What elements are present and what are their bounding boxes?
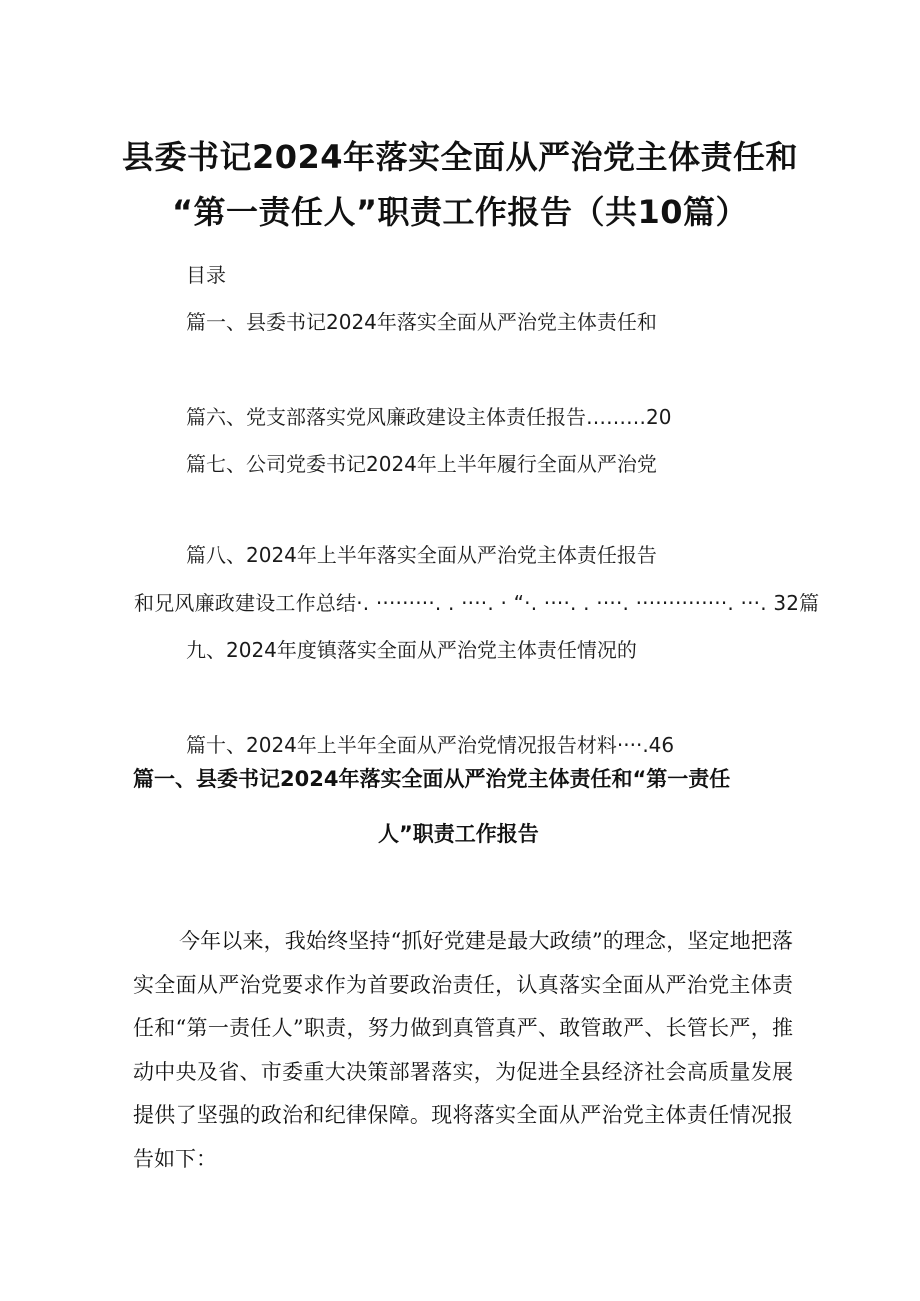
section-title-line-2: 人”职责工作报告 <box>378 822 539 846</box>
section-title-line-1: 篇一、县委书记2024年落实全面从严治党主体责任和“第一责任 <box>133 767 731 791</box>
document-title-line-2: “第一责任人”职责工作报告（共10篇） <box>171 193 749 231</box>
toc-heading: 目录 <box>186 263 226 287</box>
toc-item: 九、2024年度镇落实全面从严治党主体责任情况的 <box>186 638 637 662</box>
toc-item: 篇十、2024年上半年全面从严治党情况报告材料····.46 <box>186 733 675 757</box>
toc-item: 篇七、公司党委书记2024年上半年履行全面从严治党 <box>186 452 657 476</box>
toc-item: 篇六、党支部落实党风廉政建设主体责任报告………20 <box>186 405 672 429</box>
toc-item: 和兄风廉政建设工作总结·. ·········. . ····. · “·. ····. . ····. ··············. ···. 32篇 <box>134 591 820 615</box>
body-paragraph: 今年以来，我始终坚持“抓好党建是最大政绩”的理念，坚定地把落实全面从严治党要求作为首要政治责任，认真落实全面从严治党主体责任和“第一责任人”职责，努力做到真管真严、敢管敢严、长管长严，推动中央及省、市委重大决策部署落实，为促进全县经济社会高质量发展提供了坚强的政治和纪律保障。现将落实全面从严治党主体责任情况报告如下： <box>133 929 793 1171</box>
toc-item: 篇一、县委书记2024年落实全面从严治党主体责任和 <box>186 310 657 334</box>
toc-item: 篇八、2024年上半年落实全面从严治党主体责任报告 <box>186 543 657 567</box>
document-title-line-1: 县委书记2024年落实全面从严治党主体责任和 <box>121 138 799 176</box>
